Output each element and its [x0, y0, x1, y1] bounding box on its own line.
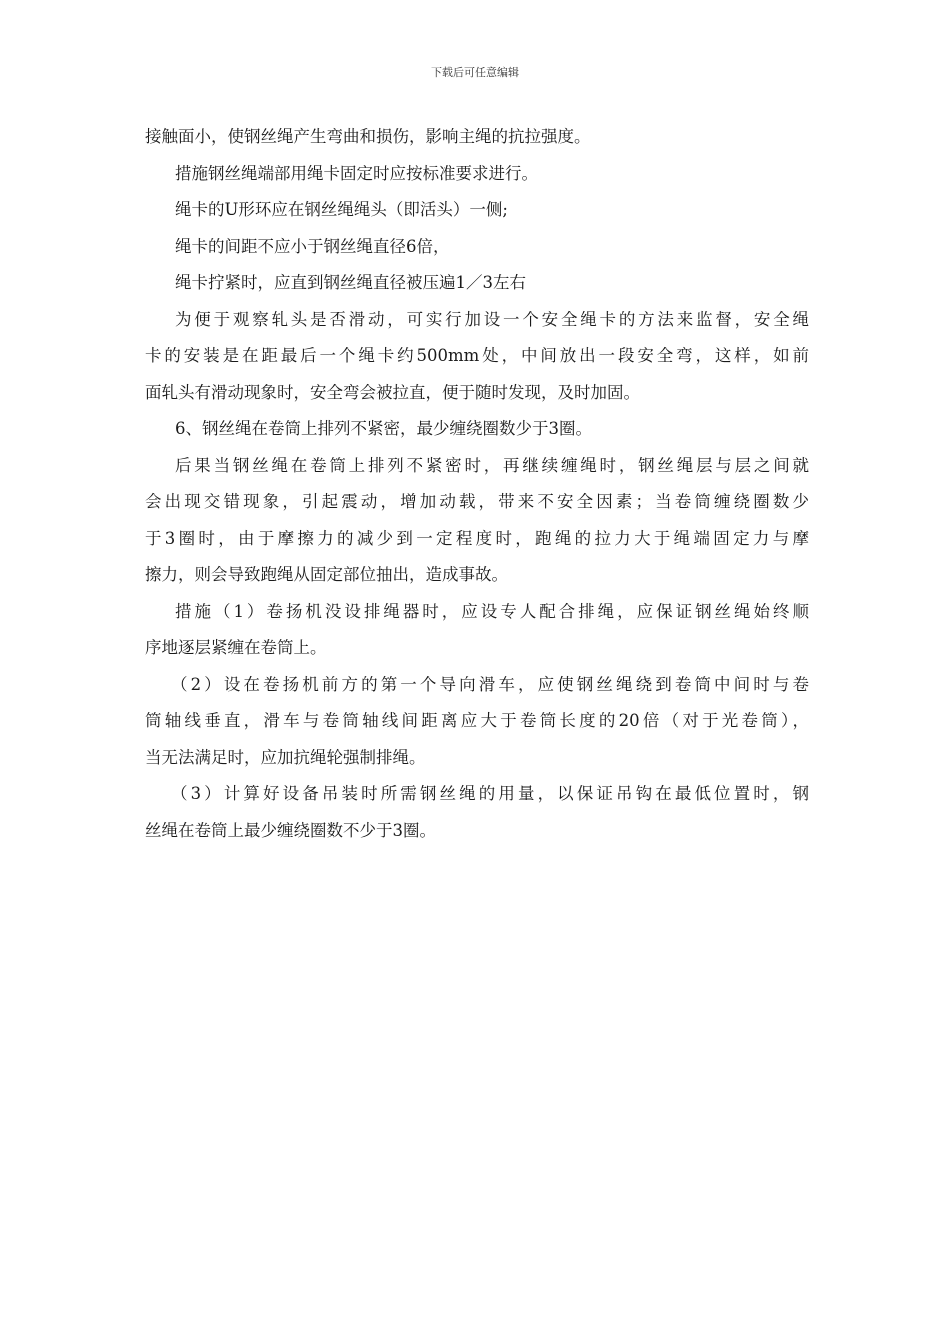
text-line: （2）设在卷扬机前方的第一个导向滑车，应使钢丝绳绕到卷筒中间时与卷 [171, 674, 809, 694]
text-line: （3）计算好设备吊装时所需钢丝绳的用量，以保证吊钩在最低位置时，钢 [171, 784, 809, 803]
text-line: 丝绳在卷筒上最少缠绕圈数不少于3圈。 [145, 820, 436, 840]
document-body [145, 119, 809, 849]
text-line: 接触面小，使钢丝绳产生弯曲和损伤，影响主绳的抗拉强度。 [145, 127, 591, 146]
text-line: 绳卡的U形环应在钢丝绳绳头（即活头）一侧; [175, 200, 508, 219]
text-line: 筒轴线垂直，滑车与卷筒轴线间距离应大于卷筒长度的20倍（对于光卷筒）， [145, 711, 809, 730]
text-line: 擦力，则会导致跑绳从固定部位抽出，造成事故。 [145, 565, 508, 584]
text-line: 绳卡的间距不应小于钢丝绳直径6倍， [175, 236, 450, 256]
text-line: 面轧头有滑动现象时，安全弯会被拉直，便于随时发现，及时加固。 [145, 382, 640, 402]
text-line: 6、钢丝绳在卷筒上排列不紧密，最少缠绕圈数少于3圈。 [175, 419, 592, 438]
page-header: 下载后可任意编辑 [431, 66, 519, 79]
text-line: 序地逐层紧缠在卷筒上。 [145, 638, 327, 657]
text-line: 卡的安装是在距最后一个绳卡约500mm处，中间放出一段安全弯，这样，如前 [145, 346, 809, 365]
text-line: 后果当钢丝绳在卷筒上排列不紧密时，再继续缠绳时，钢丝绳层与层之间就 [175, 455, 809, 475]
text-line: 绳卡拧紧时，应直到钢丝绳直径被压遍1／3左右 [175, 273, 526, 292]
text-line: 会出现交错现象，引起震动，增加动载，带来不安全因素；当卷筒缠绕圈数少 [145, 492, 809, 511]
text-line: 当无法满足时，应加抗绳轮强制排绳。 [145, 747, 426, 767]
text-line: 于3圈时，由于摩擦力的减少到一定程度时，跑绳的拉力大于绳端固定力与摩 [145, 528, 809, 548]
text-line: 措施（1）卷扬机没设排绳器时，应设专人配合排绳，应保证钢丝绳始终顺 [175, 601, 809, 621]
text-line: 为便于观察轧头是否滑动，可实行加设一个安全绳卡的方法来监督，安全绳 [175, 309, 809, 329]
text-line: 措施钢丝绳端部用绳卡固定时应按标准要求进行。 [175, 163, 538, 183]
